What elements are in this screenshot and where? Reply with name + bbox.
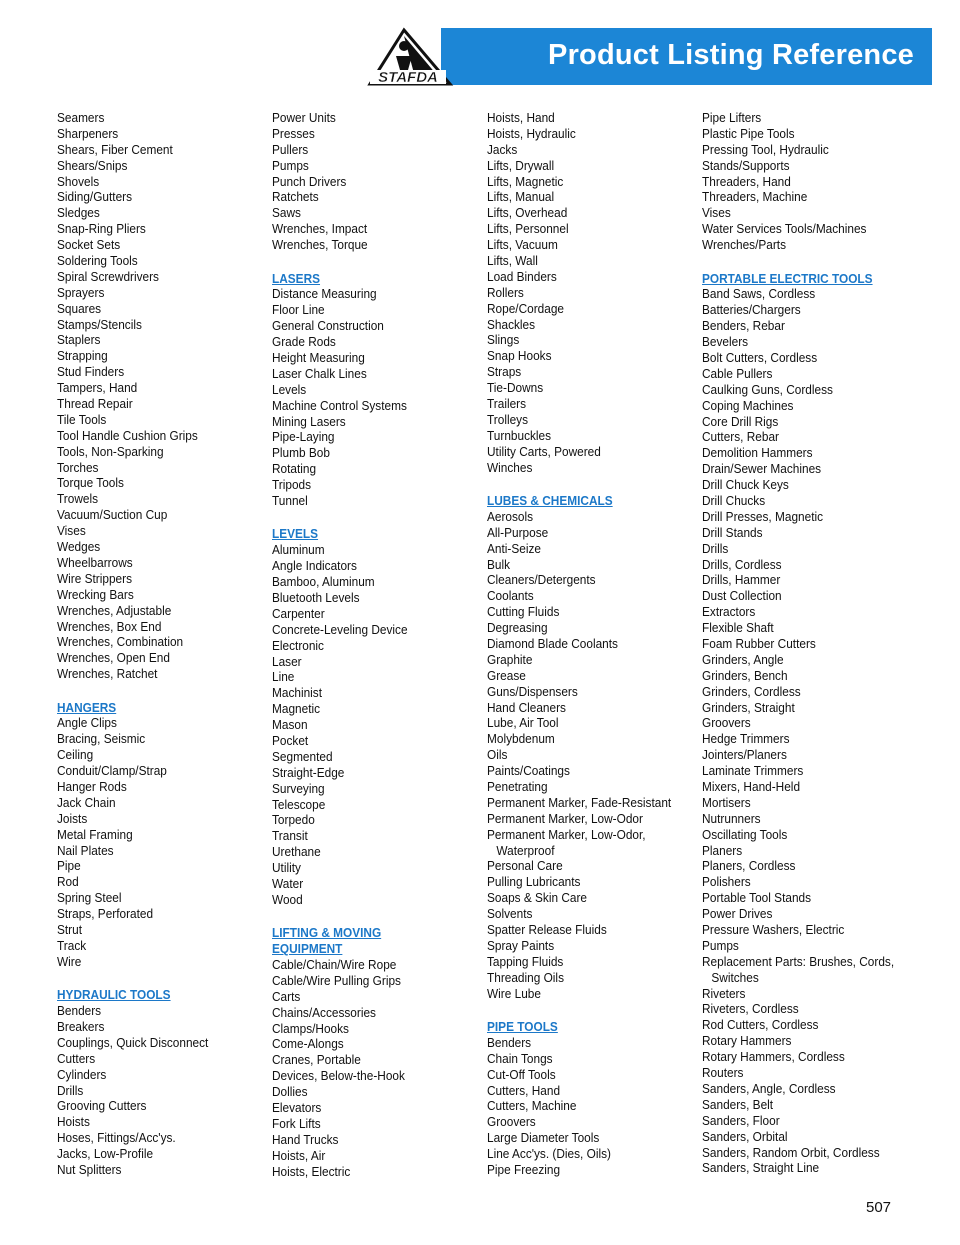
listing-item: Shears, Fiber Cement (57, 142, 173, 157)
listing-item: Urethane (272, 845, 321, 860)
listing-item: Benders (487, 1035, 532, 1050)
listing-item: Paints/Coatings (487, 764, 570, 779)
listing-item: Benders, Rebar (702, 319, 785, 334)
listing-item: Mixers, Hand-Held (702, 780, 801, 795)
listing-item: Chain Tongs (487, 1051, 553, 1066)
listing-item: Turnbuckles (487, 428, 552, 443)
listing-item: Straight-Edge (272, 765, 345, 780)
listing-item: Thread Repair (57, 397, 133, 412)
listing-item: Bracing, Seismic (57, 732, 146, 747)
header-banner (441, 28, 932, 85)
listing-item: Personal Care (487, 859, 563, 874)
listing-item: Water Services Tools/Machines (702, 222, 867, 237)
category-heading-link[interactable]: LUBES & CHEMICALS (487, 493, 613, 508)
listing-item: Tie-Downs (487, 381, 544, 396)
listing-item: Snap-Ring Pliers (57, 222, 146, 237)
listing-item: Water (272, 876, 304, 891)
section-spacer (272, 510, 484, 528)
listing-item: Torpedo (272, 813, 315, 828)
listing-item: Vises (702, 206, 731, 221)
listing-item: Graphite (487, 652, 533, 667)
listing-item: Molybdenum (487, 732, 555, 747)
listing-item: Cutters, Machine (487, 1099, 577, 1114)
listing-item: Grinders, Angle (702, 652, 784, 667)
listing-item: Cable Pullers (702, 366, 773, 381)
listing-item: Shovels (57, 174, 100, 189)
listing-item: Line Acc'ys. (Dies, Oils) (487, 1147, 611, 1162)
listing-item: Band Saws, Cordless (702, 287, 816, 302)
listing-item: Lifts, Overhead (487, 206, 568, 221)
listing-item: Squares (57, 301, 102, 316)
listing-item: Metal Framing (57, 827, 133, 842)
listing-item: Extractors (702, 605, 756, 620)
listing-item: Socket Sets (57, 238, 121, 253)
listing-item: Hand Cleaners (487, 700, 566, 715)
listing-item: Lifts, Wall (487, 254, 538, 269)
listing-item: Come-Alongs (272, 1037, 344, 1052)
listing-item: Drills (702, 541, 729, 556)
listing-item: Tampers, Hand (57, 381, 138, 396)
listing-item: Aerosols (487, 509, 534, 524)
listing-item: Spatter Release Fluids (487, 923, 607, 938)
listing-item: Utility Carts, Powered (487, 444, 601, 459)
listing-item: Lifts, Personnel (487, 222, 569, 237)
listing-item: Shears/Snips (57, 158, 128, 173)
listing-item: Breakers (57, 1019, 105, 1034)
listing-item: Torque Tools (57, 476, 124, 491)
listing-item: Carts (272, 989, 301, 1004)
listing-item: Cutters (57, 1051, 96, 1066)
listing-item: Seamers (57, 111, 105, 125)
listing-item: Line (272, 670, 295, 685)
category-heading-link[interactable]: LIFTING & MOVING (272, 926, 382, 941)
listing-item: Stamps/Stencils (57, 317, 142, 332)
listing-item: Wrenches, Ratchet (57, 667, 158, 682)
listing-item: General Construction (272, 319, 384, 334)
listing-item: Lifts, Manual (487, 190, 555, 205)
listing-item: Wheelbarrows (57, 555, 133, 570)
listing-item: Sprayers (57, 285, 105, 300)
listing-item: Spiral Screwdrivers (57, 269, 159, 284)
listing-item: Rope/Cordage (487, 301, 565, 316)
listing-item: Bamboo, Aluminum (272, 575, 375, 590)
listing-item: Nut Splitters (57, 1163, 122, 1177)
listing-item: Tile Tools (57, 412, 107, 427)
listing-item: Grinders, Cordless (702, 684, 801, 699)
listing-item: Bolt Cutters, Cordless (702, 350, 818, 365)
listing-item: Mason (272, 718, 308, 733)
listing-item: Lifts, Vacuum (487, 238, 558, 253)
listing-item: Large Diameter Tools (487, 1131, 600, 1146)
listing-item: Pipe Freezing (487, 1163, 561, 1177)
listing-item: Wrenches, Box End (57, 619, 162, 634)
listing-item: Ceiling (57, 748, 94, 763)
listing-item: Batteries/Chargers (702, 303, 801, 318)
listing-item: Soldering Tools (57, 254, 138, 269)
listing-item: Wrenches, Torque (272, 238, 368, 253)
listing-item: Trailers (487, 397, 527, 412)
listing-item: Strapping (57, 349, 108, 364)
listing-item: Drain/Sewer Machines (702, 462, 822, 477)
listing-item: Riveters, Cordless (702, 1002, 799, 1017)
category-heading-link[interactable]: HYDRAULIC TOOLS (57, 988, 171, 1003)
category-heading-link[interactable]: PIPE TOOLS (487, 1019, 558, 1034)
listing-item: Laminate Trimmers (702, 764, 804, 779)
listing-item: Concrete-Leveling Device (272, 622, 408, 637)
listing-item: Vises (57, 524, 86, 539)
listing-item: Laser Chalk Lines (272, 366, 367, 381)
listing-item: Jack Chain (57, 795, 116, 810)
category-heading-link[interactable]: PORTABLE ELECTRIC TOOLS (702, 271, 873, 286)
listing-item: Nail Plates (57, 843, 114, 858)
listing-column-2 (272, 111, 484, 1181)
section-spacer (57, 683, 269, 701)
listing-item: Rotary Hammers (702, 1034, 792, 1049)
listing-item: Anti-Seize (487, 541, 541, 556)
listing-item: Wrecking Bars (57, 587, 134, 602)
section-spacer (487, 476, 699, 494)
listing-item: Pocket (272, 733, 309, 748)
listing-item: Routers (702, 1066, 744, 1081)
listing-item: Load Binders (487, 269, 557, 284)
listing-item: Rod Cutters, Cordless (702, 1018, 819, 1033)
listing-item: Bevelers (702, 335, 749, 350)
listing-item: Pipe (57, 859, 81, 874)
listing-item: Wedges (57, 540, 101, 555)
listing-item: Segmented (272, 749, 333, 764)
listing-item: Plastic Pipe Tools (702, 126, 795, 141)
listing-column-4 (702, 111, 914, 1177)
listing-item: Tool Handle Cushion Grips (57, 428, 198, 443)
listing-item: Cutting Fluids (487, 605, 560, 620)
listing-item: Hanger Rods (57, 780, 127, 795)
listing-item: Winches (487, 460, 533, 475)
listing-item: Groovers (702, 716, 751, 731)
listing-item: Cable/Wire Pulling Grips (272, 973, 401, 988)
listing-item: Bluetooth Levels (272, 590, 360, 605)
page-title: Product Listing Reference (548, 39, 914, 71)
listing-item: Hoists (57, 1115, 90, 1130)
listing-item: Penetrating (487, 780, 548, 795)
listing-item: Pulling Lubricants (487, 875, 581, 890)
listing-item: Presses (272, 126, 315, 141)
listing-item: Demolition Hammers (702, 446, 813, 461)
listing-item: Trolleys (487, 412, 529, 427)
listing-item: Hoists, Electric (272, 1164, 351, 1179)
category-heading-link[interactable]: LEVELS (272, 527, 319, 542)
listing-item: Couplings, Quick Disconnect (57, 1035, 209, 1050)
listing-item: Cable/Chain/Wire Rope (272, 958, 397, 973)
category-heading-link[interactable]: LASERS (272, 271, 321, 286)
listing-item: Oils (487, 748, 508, 763)
listing-item: Planers (702, 843, 743, 858)
listing-column-1 (57, 111, 269, 1179)
listing-item: Rotary Hammers, Cordless (702, 1050, 845, 1065)
listing-item: Siding/Gutters (57, 190, 133, 205)
section-spacer (272, 254, 484, 272)
listing-item: Machine Control Systems (272, 398, 407, 413)
listing-item: Pressure Washers, Electric (702, 923, 845, 938)
listing-item: Lifts, Magnetic (487, 174, 564, 189)
listing-item: Torches (57, 460, 99, 475)
section-spacer (272, 909, 484, 927)
listing-item: Drill Stands (702, 525, 763, 540)
listing-item: Jacks (487, 142, 518, 157)
listing-item: Carpenter (272, 606, 325, 621)
listing-item: Wrenches, Impact (272, 222, 368, 237)
listing-item: Jacks, Low-Profile (57, 1147, 154, 1162)
listing-item: Wire (57, 954, 82, 969)
listing-item: Solvents (487, 907, 533, 922)
listing-item: Pressing Tool, Hydraulic (702, 142, 829, 157)
listing-item: Permanent Marker, Low-Odor, (487, 827, 646, 842)
listing-item: Drill Presses, Magnetic (702, 509, 824, 524)
listing-item: Drills (57, 1083, 84, 1098)
listing-item: Portable Tool Stands (702, 891, 812, 906)
listing-item: Pumps (272, 158, 309, 173)
listing-item: Conduit/Clamp/Strap (57, 764, 167, 779)
listing-item: Grinders, Bench (702, 668, 788, 683)
listing-item: Telescope (272, 797, 326, 812)
listing-item: Saws (272, 206, 301, 221)
listing-item: Groovers (487, 1115, 536, 1130)
listing-item: Mortisers (702, 795, 751, 810)
listing-item: Punch Drivers (272, 174, 347, 189)
listing-item: Wood (272, 892, 303, 907)
listing-item: Surveying (272, 781, 325, 796)
listing-item: Dollies (272, 1085, 308, 1100)
listing-item: Machinist (272, 686, 323, 701)
listing-item: Cylinders (57, 1067, 107, 1082)
listing-item: Sanders, Angle, Cordless (702, 1081, 836, 1096)
listing-item: Hoists, Air (272, 1148, 326, 1163)
listing-item: Switches (711, 970, 759, 985)
listing-item: Rod (57, 875, 79, 890)
listing-item: Power Units (272, 111, 336, 125)
listing-item: Sanders, Orbital (702, 1129, 788, 1144)
listing-item: Diamond Blade Coolants (487, 637, 618, 651)
listing-item: Chains/Accessories (272, 1005, 376, 1020)
listing-item: Distance Measuring (272, 287, 377, 302)
listing-item: Permanent Marker, Fade-Resistant (487, 795, 672, 810)
listing-item: Rollers (487, 285, 524, 300)
listing-item: Cleaners/Detergents (487, 573, 596, 588)
listing-item: Track (57, 938, 87, 953)
listing-item: Guns/Dispensers (487, 684, 578, 699)
listing-item: Drill Chuck Keys (702, 478, 789, 493)
listing-item: Hoists, Hydraulic (487, 126, 576, 141)
listing-item: Spring Steel (57, 891, 122, 906)
listing-item: Snap Hooks (487, 349, 552, 364)
listing-item: Caulking Guns, Cordless (702, 382, 833, 397)
listing-item: Fork Lifts (272, 1116, 321, 1131)
listing-item: Wire Lube (487, 986, 541, 1001)
listing-item: Height Measuring (272, 350, 365, 365)
listing-item: Hedge Trimmers (702, 732, 790, 747)
listing-item: Wrenches, Combination (57, 635, 184, 650)
listing-item: Rotating (272, 462, 317, 477)
listing-item: Lifts, Drywall (487, 158, 555, 173)
listing-item: Aluminum (272, 543, 325, 558)
listing-item: Core Drill Rigs (702, 414, 779, 429)
listing-item: Utility (272, 861, 301, 876)
listing-item: Floor Line (272, 303, 325, 318)
listing-item: Lube, Air Tool (487, 716, 559, 731)
listing-item: Waterproof (496, 843, 555, 858)
listing-item: Cutters, Hand (487, 1083, 561, 1098)
listing-item: Laser (272, 654, 302, 669)
listing-item: Electronic (272, 638, 324, 653)
listing-item: Pipe-Laying (272, 430, 335, 445)
section-spacer (702, 254, 914, 272)
listing-item: Shackles (487, 317, 536, 332)
listing-item: Sanders, Belt (702, 1097, 774, 1112)
listing-item: Grinders, Straight (702, 700, 795, 715)
listing-item: Bulk (487, 557, 511, 572)
listing-item: Mining Lasers (272, 414, 346, 429)
listing-item: Cut-Off Tools (487, 1067, 556, 1082)
listing-item: Sharpeners (57, 126, 119, 141)
listing-item: Spray Paints (487, 938, 555, 953)
listing-item: Stands/Supports (702, 158, 790, 173)
listing-item: Tools, Non-Sparking (57, 444, 164, 459)
listing-item: Grooving Cutters (57, 1099, 147, 1114)
listing-item: Staplers (57, 333, 101, 348)
listing-item: Coping Machines (702, 398, 794, 413)
listing-item: Oscillating Tools (702, 827, 788, 842)
listing-item: Hoses, Fittings/Acc'ys. (57, 1131, 176, 1146)
listing-item: Riveters (702, 986, 746, 1001)
listing-item: Hand Trucks (272, 1132, 339, 1147)
listing-item: Vacuum/Suction Cup (57, 508, 168, 523)
listing-item: Wrenches/Parts (702, 238, 786, 253)
listing-item: Strut (57, 923, 83, 938)
listing-item: All-Purpose (487, 525, 549, 540)
listing-item: Grease (487, 668, 526, 683)
listing-item: Magnetic (272, 702, 321, 717)
listing-item: Sanders, Straight Line (702, 1161, 820, 1176)
listing-item: Soaps & Skin Care (487, 891, 588, 906)
listing-item: Grade Rods (272, 335, 336, 350)
listing-item: Flexible Shaft (702, 621, 774, 636)
listing-item: Threaders, Hand (702, 174, 791, 189)
listing-item: Sanders, Random Orbit, Cordless (702, 1145, 880, 1160)
listing-item: Sanders, Floor (702, 1113, 780, 1128)
listing-item: Pumps (702, 938, 739, 953)
logo-wordmark: STAFDA (378, 69, 438, 86)
listing-item: Tunnel (272, 493, 308, 508)
listing-item: Plumb Bob (272, 446, 330, 461)
listing-item: Ratchets (272, 190, 319, 205)
listing-item: Tripods (272, 478, 312, 493)
listing-item: Slings (487, 333, 520, 348)
listing-item: Drill Chucks (702, 493, 766, 508)
listing-item: Devices, Below-the-Hook (272, 1069, 405, 1084)
listing-item: Wrenches, Adjustable (57, 603, 172, 618)
listing-item: Pipe Lifters (702, 111, 762, 125)
listing-item: Joists (57, 811, 88, 826)
listing-item: Power Drives (702, 907, 773, 922)
listing-item: Dust Collection (702, 589, 782, 604)
listing-item: Threading Oils (487, 970, 564, 985)
listing-item: Angle Clips (57, 716, 117, 731)
listing-item: Trowels (57, 492, 99, 507)
listing-item: Sledges (57, 206, 100, 221)
listing-item: Wrenches, Open End (57, 651, 170, 666)
page-number: 507 (866, 1199, 892, 1216)
listing-item: Clamps/Hooks (272, 1021, 349, 1036)
listing-item: Levels (272, 382, 307, 397)
listing-item: Replacement Parts: Brushes, Cords, (702, 954, 895, 969)
listing-item: Nutrunners (702, 811, 761, 826)
listing-item: Permanent Marker, Low-Odor (487, 811, 643, 826)
listing-item: Coolants (487, 589, 534, 604)
listing-item: Tapping Fluids (487, 954, 564, 969)
listing-item: Straps, Perforated (57, 907, 154, 922)
listing-item: Jointers/Planers (702, 748, 787, 763)
listing-item: Cranes, Portable (272, 1053, 361, 1068)
listing-item: Drills, Hammer (702, 573, 781, 588)
category-heading-link[interactable]: EQUIPMENT (272, 942, 343, 957)
listing-item: Foam Rubber Cutters (702, 637, 816, 651)
section-spacer (487, 1002, 699, 1020)
listing-item: Cutters, Rebar (702, 430, 779, 445)
listing-item: Straps (487, 365, 522, 380)
listing-item: Angle Indicators (272, 559, 357, 574)
listing-item: Planers, Cordless (702, 859, 796, 874)
listing-column-3 (487, 111, 699, 1179)
listing-item: Polishers (702, 875, 751, 890)
category-heading-link[interactable]: HANGERS (57, 700, 117, 715)
listing-item: Elevators (272, 1101, 322, 1116)
listing-item: Threaders, Machine (702, 190, 808, 205)
listing-item: Drills, Cordless (702, 557, 782, 572)
listing-item: Benders (57, 1004, 102, 1019)
stafda-logo (366, 26, 456, 88)
listing-item: Wire Strippers (57, 571, 132, 586)
listing-item: Stud Finders (57, 365, 125, 380)
listing-item: Degreasing (487, 621, 548, 636)
listing-item: Transit (272, 829, 308, 844)
listing-item: Pullers (272, 142, 309, 157)
listing-item: Hoists, Hand (487, 111, 555, 125)
section-spacer (57, 971, 269, 989)
